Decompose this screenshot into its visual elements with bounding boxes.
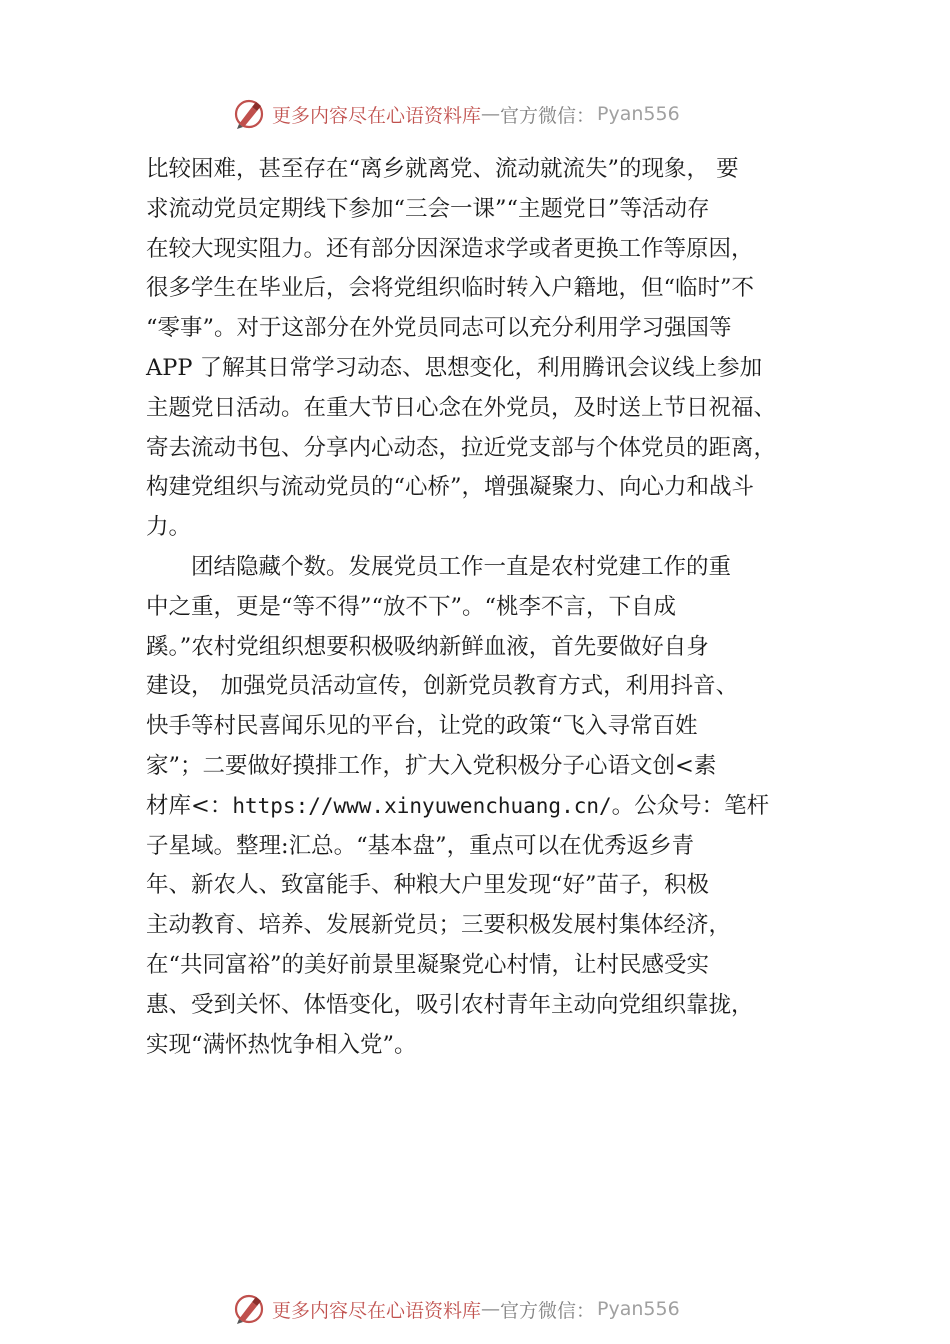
url-line	[146, 787, 846, 827]
url-prefix: 材库<：	[146, 792, 233, 819]
text-line: 家”；二要做好摸排工作，扩大入党积极分子心语文创<素	[146, 752, 717, 779]
text-line: 蹊。”农村党组织想要积极吸纳新鲜血液，首先要做好自身	[146, 633, 709, 660]
text-line: 很多学生在毕业后，会将党组织临时转入户籍地，但“临时”不	[146, 275, 755, 302]
text-line: 中之重，更是“等不得”“放不下”。“桃李不言，下自成	[146, 593, 677, 620]
banner-dash: —	[481, 103, 501, 125]
text-line: 构建党组织与流动党员的“心桥”，增强凝聚力、向心力和战斗	[146, 474, 755, 501]
banner-title: 更多内容尽在心语资料库	[272, 104, 482, 127]
banner-wechat-id: Pyan556	[597, 1298, 680, 1320]
text-line: 寄去流动书包、分享内心动态，拉近党支部与个体党员的距离，	[146, 434, 777, 461]
text-line: “零事”。对于这部分在外党员同志可以充分利用学习强国等	[146, 315, 732, 342]
pen-logo-icon	[232, 97, 266, 131]
text-line: 惠、受到关怀、体悟变化，吸引农村青年主动向党组织靠拢，	[146, 991, 754, 1018]
text-line: APP 了解其日常学习动态、思想变化，利用腾讯会议线上参加	[146, 354, 763, 381]
text-line: 在“共同富裕”的美好前景里凝聚党心村情，让村民感受实	[146, 951, 710, 978]
website-link[interactable]: https://www.xinyuwenchuang.cn/	[232, 793, 612, 818]
text-line: 年、新农人、致富能手、种粮大户里发现“好”苗子，积极	[146, 872, 710, 899]
paragraph-start: 团结隐藏个数。发展党员工作一直是农村党建工作的重	[146, 553, 732, 580]
url-suffix: 。公众号：笔杆	[611, 792, 770, 819]
text-line: 主题党日活动。在重大节日心念在外党员，及时送上节日祝福、	[146, 394, 777, 421]
text-line: 建设， 加强党员活动宣传，创新党员教育方式，利用抖音、	[146, 673, 739, 700]
text-line: 主动教育、培养、发展新党员；三要积极发展村集体经济，	[146, 912, 732, 939]
header-banner	[232, 96, 680, 132]
text-line: 子星域。整理:汇总。“基本盘”，重点可以在优秀返乡青	[146, 832, 695, 859]
pen-logo-icon	[232, 1292, 266, 1326]
banner-wechat-label: 官方微信：	[500, 104, 596, 127]
footer-banner	[232, 1291, 680, 1327]
text-line: 比较困难，甚至存在“离乡就离党、流动就流失”的现象， 要	[146, 156, 739, 182]
banner-title: 更多内容尽在心语资料库	[272, 1299, 482, 1322]
text-line: 力。	[146, 514, 192, 541]
banner-dash: —	[481, 1298, 501, 1320]
banner-wechat-id: Pyan556	[597, 103, 680, 125]
text-line: 实现“满怀热忱争相入党”。	[146, 1031, 417, 1058]
text-line: 在较大现实阻力。还有部分因深造求学或者更换工作等原因，	[146, 235, 754, 262]
banner-wechat-label: 官方微信：	[500, 1299, 596, 1322]
text-line: 求流动党员定期线下参加“三会一课”“主题党日”等活动存	[146, 195, 710, 222]
document-body	[146, 150, 846, 1065]
text-line: 快手等村民喜闻乐见的平台，让党的政策“飞入寻常百姓	[146, 713, 698, 740]
